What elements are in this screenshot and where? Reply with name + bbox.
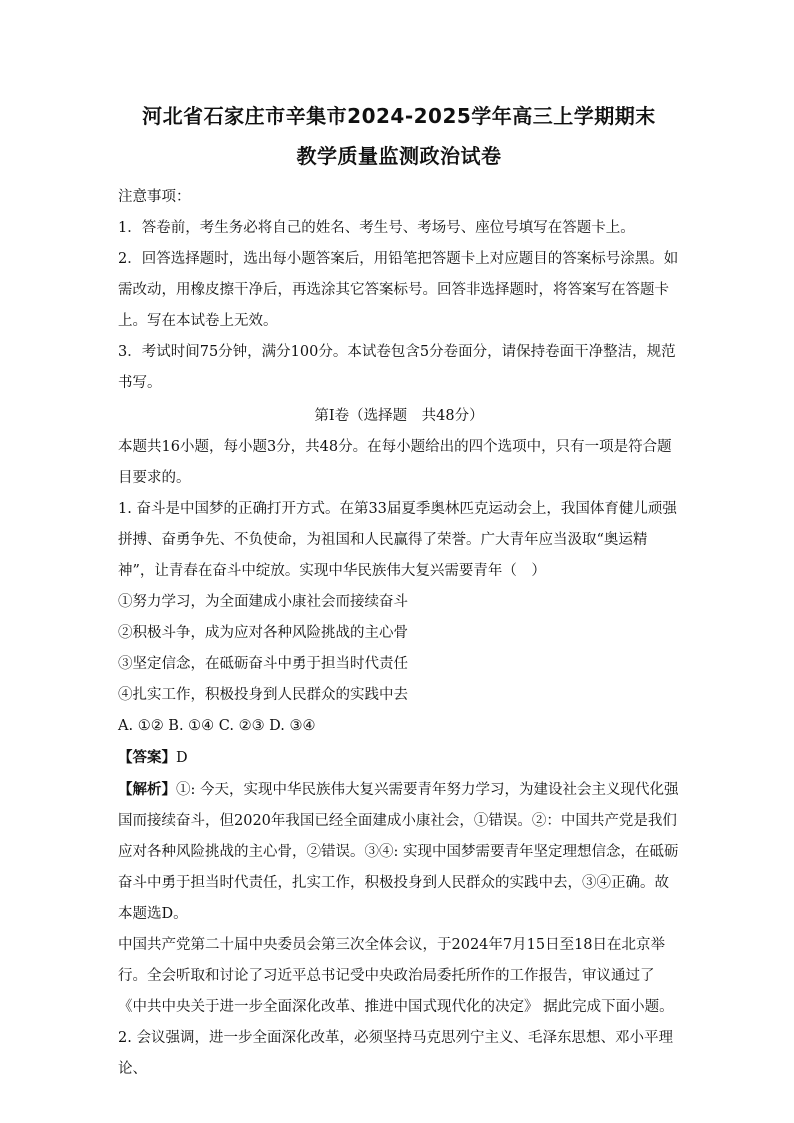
notes-section	[118, 182, 680, 399]
passage-2: 中国共产党第二十届中央委员会第三次全体会议，于2024年7月15日至18日在北京举行。全会听取和讨论了习近平总书记受中央政治局委托所作的工作报告，审议通过了《中共中央关于进一步全面深化改革、推进中国式现代化的决定》 据此完成下面小题。	[118, 937, 674, 1015]
question-1-statements	[118, 587, 680, 711]
answer-value: D	[176, 750, 188, 766]
analysis-text: ①: 今天，实现中华民族伟大复兴需要青年努力学习，为建设社会主义现代化强国而接续奋斗，但2020年我国已经全面建成小康社会，①错误。②：中国共产党是我们应对各种风险挑战的主心骨，②错误。③④: 实现中国梦需要青年坚定理想信念，在砥砺奋斗中勇于担当时代责任，扎实工作，积极投身到人民群众的实践中去，③④正确。故本题选D。	[118, 782, 679, 922]
notes-heading: 注意事项：	[118, 189, 191, 205]
question-2	[118, 1023, 680, 1085]
answer-label: 【答案】	[118, 749, 176, 766]
question-1-stem: 1. 奋斗是中国梦的正确打开方式。在第33届夏季奥林匹克运动会上，我国体育健儿顽强拼搏、奋勇争先、不负使命，为祖国和人民赢得了荣誉。广大青年应当汲取“奥运精神”，让青春在奋斗中绽放。实现中华民族伟大复兴需要青年（ ）	[118, 501, 677, 579]
statement-3: ③坚定信念，在砥砺奋斗中勇于担当时代责任	[118, 656, 408, 672]
analysis-label: 【解析】	[118, 781, 176, 798]
question-1-choices: A. ①② B. ①④ C. ②③ D. ③④	[118, 718, 316, 734]
statement-1: ①努力学习，为全面建成小康社会而接续奋斗	[118, 594, 408, 610]
document-title-line1: 河北省石家庄市辛集市2024-2025学年高三上学期期末	[142, 104, 656, 128]
statement-2: ②积极斗争，成为应对各种风险挑战的主心骨	[118, 625, 408, 641]
note-item-1: 1．答卷前，考生务必将自己的姓名、考生号、考场号、座位号填写在答题卡上。	[118, 220, 635, 236]
section-heading: 第Ⅰ卷（选择题 共48分）	[314, 408, 484, 424]
note-item-3: 3．考试时间75分钟，满分100分。本试卷包含5分卷面分，请保持卷面干净整洁，规范书写。	[118, 344, 676, 391]
question-1-answer	[118, 742, 680, 774]
document-title-line2: 教学质量监测政治试卷	[296, 144, 502, 168]
question-1-analysis	[118, 774, 680, 930]
statement-4: ④扎实工作，积极投身到人民群众的实践中去	[118, 687, 408, 703]
note-item-2: 2．回答选择题时，选出每小题答案后，用铅笔把答题卡上对应题目的答案标号涂黑。如需改动，用橡皮擦干净后，再选涂其它答案标号。回答非选择题时，将答案写在答题卡上。写在本试卷上无效。	[118, 251, 679, 329]
question-1	[118, 494, 680, 930]
question-2-stem: 2. 会议强调，进一步全面深化改革，必须坚持马克思列宁主义、毛泽东思想、邓小平理论、	[118, 1030, 673, 1077]
section-instruction: 本题共16小题，每小题3分，共48分。在每小题给出的四个选项中，只有一项是符合题目要求的。	[118, 439, 672, 486]
section-one	[118, 401, 680, 494]
document-page	[118, 96, 680, 1085]
